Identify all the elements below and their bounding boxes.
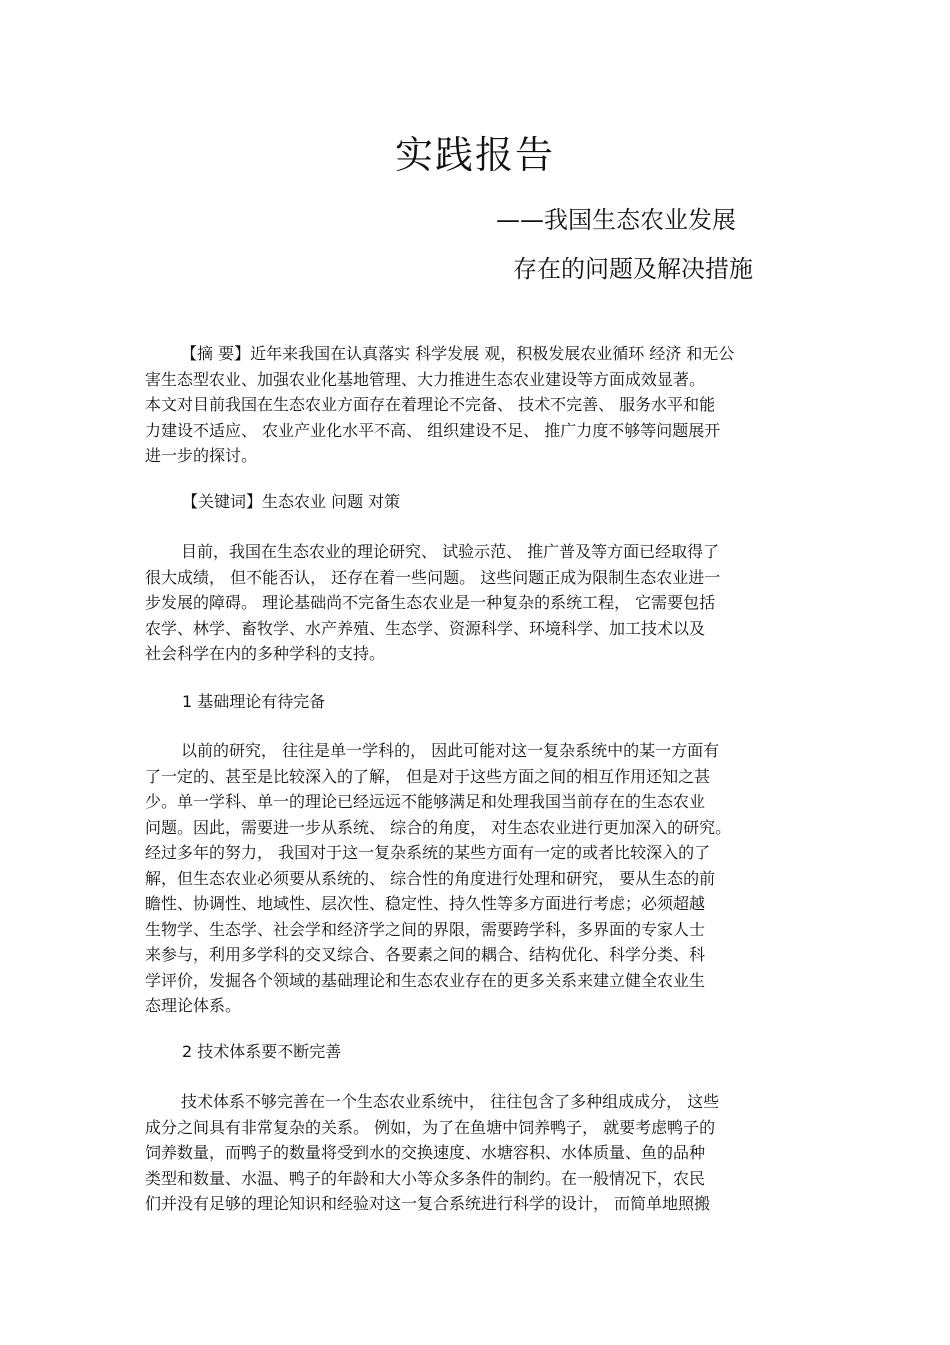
document-title: 实践报告 [394, 133, 555, 177]
section-2-line: 们并没有足够的理论知识和经验对这一复合系统进行科学的设计， 而简单地照搬 [145, 1194, 711, 1213]
section-1-line: 瞻性、协调性、地域性、层次性、稳定性、持久性等多方面进行考虑；必须超越 [145, 894, 706, 913]
abstract-line: 【摘 要】近年来我国在认真落实 科学发展 观，积极发展农业循环 经济 和无公 [181, 344, 735, 363]
abstract-line: 害生态型农业、加强农业化基地管理、大力推进生态农业建设等方面成效显著。 [145, 369, 706, 389]
section-2-line: 技术体系不够完善在一个生态农业系统中， 往往包含了多种组成成分， 这些 [181, 1092, 720, 1111]
intro-line: 农学、林学、畜牧学、水产养殖、生态学、资源科学、环境科学、加工技术以及 [145, 618, 706, 638]
abstract-line: 力建设不适应、 农业产业化水平不高、 组织建设不足、 推广力度不够等问题展开 [145, 420, 721, 440]
section-1-line: 解，但生态农业必须要从系统的、 综合性的角度进行处理和研究， 要从生态的前 [145, 868, 716, 888]
section-1-line: 态理论体系。 [145, 996, 242, 1015]
keywords-line: 【关键词】生态农业 问题 对策 [182, 492, 401, 511]
section-2-paragraph [145, 1089, 815, 1217]
intro-line: 社会科学在内的多种学科的支持。 [145, 644, 386, 663]
subtitle-line-1: ——我国生态农业发展 [496, 206, 736, 234]
section-1-line: 少。单一学科、单一的理论已经远远不能够满足和处理我国当前存在的生态农业 [145, 792, 706, 811]
intro-line: 目前，我国在生态农业的理论研究、 试验示范、 推广普及等方面已经取得了 [181, 542, 720, 561]
section-1-line: 经过多年的努力， 我国对于这一复杂系统的某些方面有一定的或者比较深入的了 [145, 843, 711, 862]
abstract-line: 本文对目前我国在生态农业方面存在着理论不完备、 技术不完善、 服务水平和能 [145, 395, 716, 414]
section-2-line: 类型和数量、水温、鸭子的年龄和大小等众多条件的制约。在一般情况下，农民 [145, 1168, 706, 1188]
intro-line: 步发展的障碍。 理论基础尚不完备生态农业是一种复杂的系统工程， 它需要包括 [145, 593, 716, 612]
section-2-line: 饲养数量，而鸭子的数量将受到水的交换速度、水塘容积、水体质量、鱼的品种 [145, 1143, 706, 1162]
section-1-paragraph [145, 738, 815, 1019]
section-1-line: 来参与，利用多学科的交叉综合、各要素之间的耦合、结构优化、科学分类、科 [145, 945, 706, 964]
section-2-heading: 2 技术体系要不断完善 [182, 1042, 342, 1061]
section-1-line: 生物学、生态学、社会学和经济学之间的界限，需要跨学科，多界面的专家人士 [145, 919, 706, 939]
section-1-line: 问题。因此，需要进一步从系统、 综合的角度， 对生态农业进行更加深入的研究。 [145, 817, 732, 837]
intro-line: 很大成绩， 但不能否认， 还存在着一些问题。 这些问题正成为限制生态农业进一 [145, 567, 721, 587]
abstract-line: 进一步的探讨。 [145, 446, 258, 465]
section-1-heading: 1 基础理论有待完备 [182, 692, 326, 711]
intro-paragraph [145, 539, 815, 667]
section-2-line: 成分之间具有非常复杂的关系。 例如，为了在鱼塘中饲养鸭子， 就要考虑鸭子的 [145, 1117, 716, 1137]
section-1-line: 了一定的、甚至是比较深入的了解， 但是对于这些方面之间的相互作用还知之甚 [145, 766, 711, 786]
abstract-paragraph [145, 341, 815, 469]
subtitle-line-2: 存在的问题及解决措施 [513, 255, 753, 283]
section-1-line: 学评价，发掘各个领域的基础理论和生态农业存在的更多关系来建立健全农业生 [145, 970, 706, 990]
section-1-line: 以前的研究， 往往是单一学科的， 因此可能对这一复杂系统中的某一方面有 [181, 741, 720, 760]
